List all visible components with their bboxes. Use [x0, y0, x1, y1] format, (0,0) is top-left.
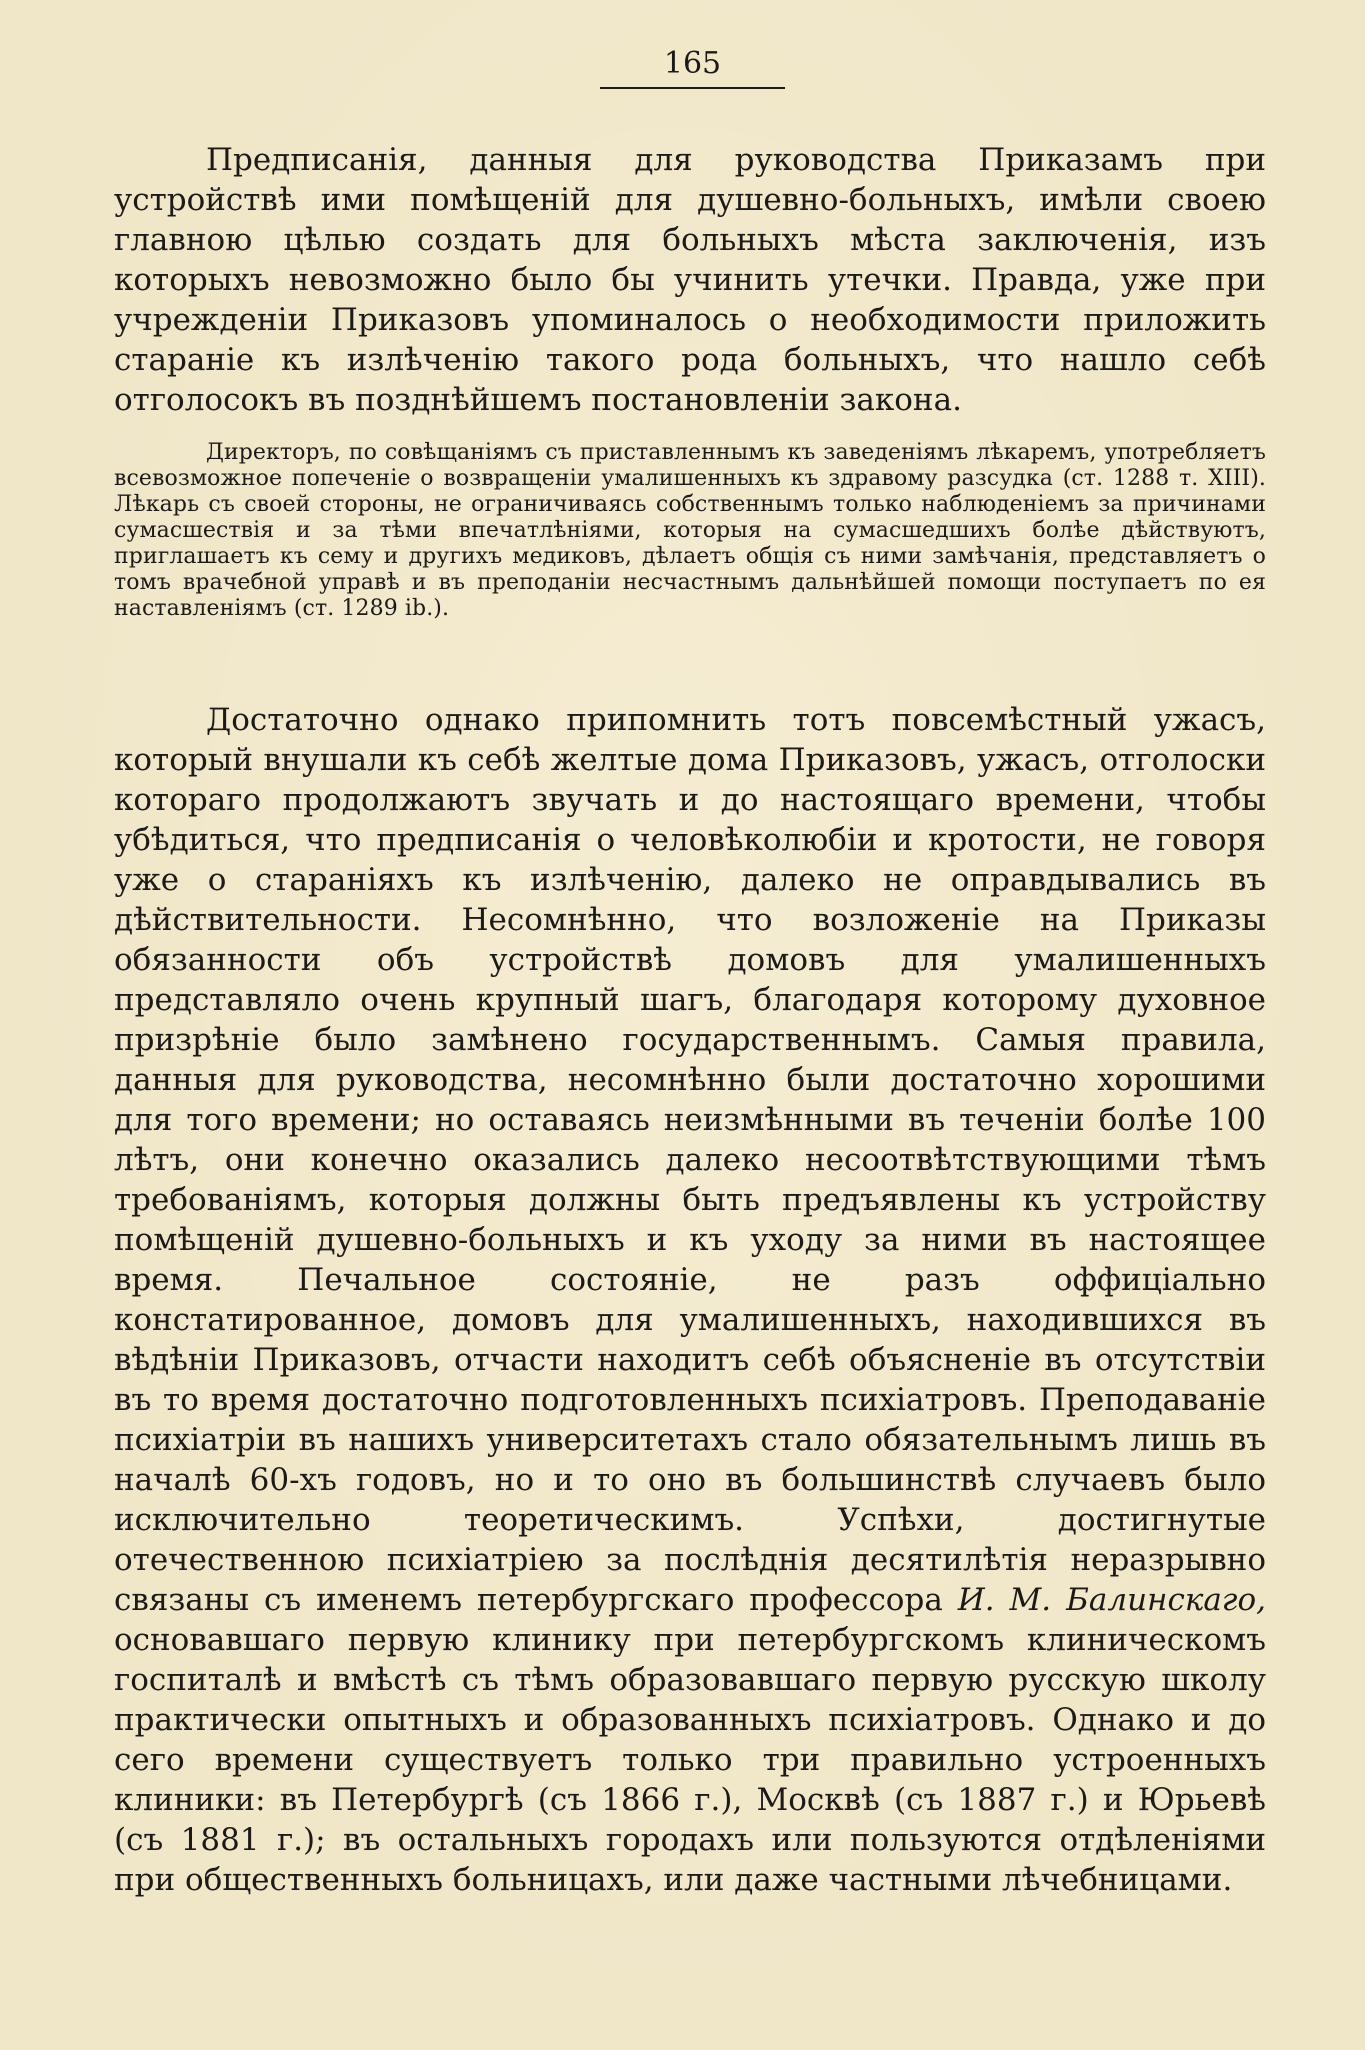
paragraph-main — [114, 700, 1266, 1900]
paragraph-main-text — [114, 700, 1266, 1900]
page-header — [0, 46, 1365, 89]
paragraph-intro — [114, 140, 1266, 420]
paragraph-intro-text: Предписанія, данныя для руководства Приказамъ при устройствѣ ими помѣщеній для душевно-больныхъ, имѣли своею главною цѣлью создать для больныхъ мѣста заключенія, изъ которыхъ невозможно было бы учинить утечки. Правда, уже при учрежденіи Приказовъ упоминалось о необходимости приложить стараніе къ излѣченію такого рода больныхъ, что нашло себѣ отголосокъ въ позднѣйшемъ постановленіи закона. — [114, 142, 1266, 418]
page-number: 165 — [600, 46, 785, 89]
professor-name: И. М. Балинскаго, — [957, 1582, 1266, 1618]
footnote-block — [114, 440, 1266, 622]
paragraph-main-after: основавшаго первую клинику при петербургскомъ клиническомъ госпиталѣ и вмѣстѣ съ тѣмъ образовавшаго первую русскую школу практически опытныхъ и образованныхъ психіатровъ. Однако и до сего времени существуетъ только три правильно устроенныхъ клиники: въ Петербургѣ (съ 1866 г.), Москвѣ (съ 1887 г.) и Юрьевѣ (съ 1881 г.); въ остальныхъ городахъ или пользуются отдѣленіями при общественныхъ больницахъ, или даже частными лѣчебницами. — [114, 1622, 1266, 1898]
footnote-text: Директоръ, по совѣщаніямъ съ приставленнымъ къ заведеніямъ лѣкаремъ, употребляетъ всевозможное попеченіе о возвращеніи умалишенныхъ къ здравому разсудка (ст. 1288 т. XIII). Лѣкарь съ своей стороны, не ограничиваясь собственнымъ только наблюденіемъ за причинами сумасшествія и за тѣми впечатлѣніями, которыя на сумасшедшихъ болѣе дѣйствуютъ, приглашаетъ къ сему и другихъ медиковъ, дѣлаетъ общія съ ними замѣчанія, представляетъ о томъ врачебной управѣ и въ преподаніи несчастнымъ дальнѣйшей помощи поступаетъ по ея наставленіямъ (ст. 1289 ib.). — [114, 440, 1266, 621]
paragraph-main-before: Достаточно однако припомнить тотъ повсемѣстный ужасъ, который внушали къ себѣ желтые дома Приказовъ, ужасъ, отголоски котораго продолжаютъ звучать и до настоящаго времени, чтобы убѣдиться, что предписанія о человѣколюбіи и кротости, не говоря уже о стараніяхъ къ излѣченію, далеко не оправдывались въ дѣйствительности. Несомнѣнно, что возложеніе на Приказы обязанности объ устройствѣ домовъ для умалишенныхъ представляло очень крупный шагъ, благодаря которому духовное призрѣніе было замѣнено государственнымъ. Самыя правила, данныя для руководства, несомнѣнно были достаточно хорошими для того времени; но оставаясь неизмѣнными въ теченіи болѣе 100 лѣтъ, они конечно оказались далеко несоотвѣтствующими тѣмъ требованіямъ, которыя должны быть предъявлены къ устройству помѣщеній душевно-больныхъ и къ уходу за ними въ настоящее время. Печальное состояніе, не разъ оффиціально констатированное, домовъ для умалишенныхъ, находившихся въ вѣдѣніи Приказовъ, отчасти находитъ себѣ объясненіе въ отсутствіи въ то время достаточно подготовленныхъ психіатровъ. Преподаваніе психіатріи въ нашихъ университетахъ стало обязательнымъ лишь въ началѣ 60-хъ годовъ, но и то оно въ большинствѣ случаевъ было исключительно теоретическимъ. Успѣхи, достигнутые отечественною психіатріею за послѣднія десятилѣтія неразрывно связаны съ именемъ петербургскаго профессора — [114, 702, 1266, 1618]
